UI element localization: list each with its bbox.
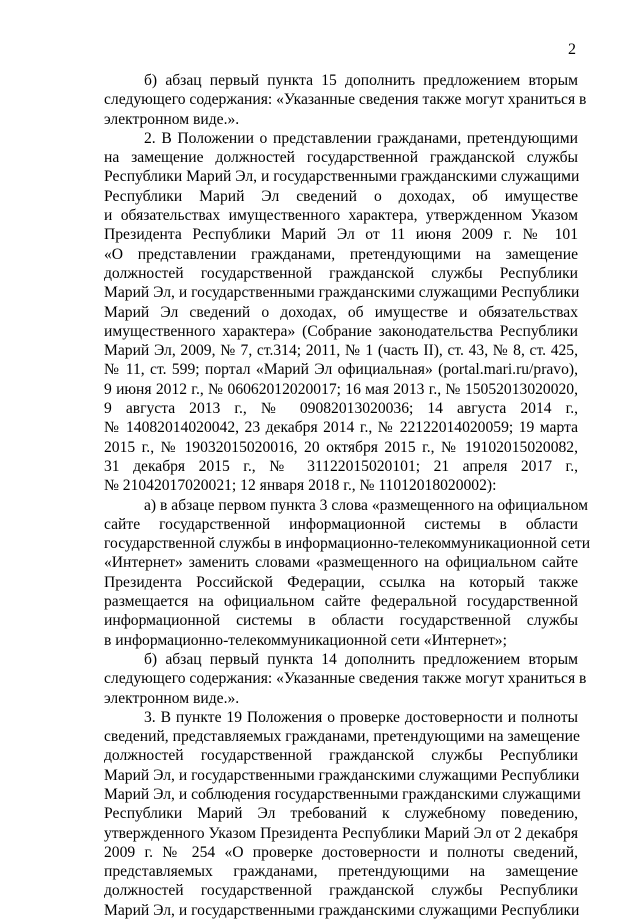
text-line: государственной службы в информационно-телекоммуникационной сети (104, 535, 591, 553)
text-line: Марий Эл, и государственными гражданскими служащими Республики (104, 284, 580, 302)
text-line: «О представлении гражданами, претендующими на замещение (104, 245, 578, 263)
text-line: Марий Эл, и соблюдения государственными гражданскими служащими (104, 785, 581, 803)
text-line: должностей государственной гражданской службы Республики (104, 747, 578, 765)
text-line: 2009 г. № 254 «О проверке достоверности и полноты сведений, (104, 843, 578, 861)
text-line: должностей государственной гражданской службы Республики (104, 264, 578, 282)
text-line: следующего содержания: «Указанные сведения также могут храниться в (104, 91, 587, 109)
text-line: Республики Марий Эл требований к служебному поведению, (104, 805, 578, 823)
text-line: 2015 г., № 19032015020016, 20 октября 2015 г., № 19102015020082, (104, 438, 578, 456)
paragraph-section-3 (104, 708, 581, 920)
text-line: представляемых гражданами, претендующими на замещение (104, 863, 578, 881)
paragraph-section-2 (104, 129, 578, 496)
text-line: имущественного характера» (Собрание законодательства Республики (104, 322, 578, 340)
text-line: электронном виде.». (104, 110, 240, 128)
text-line: Президента Российской Федерации, ссылка на который также (104, 573, 578, 591)
text-line: № 14082014020042, 23 декабря 2014 г., № 22122014020059; 19 марта (104, 419, 578, 437)
text-line: размещается на официальном сайте федеральной государственной (104, 593, 578, 611)
paragraph-amend-item-3 (104, 496, 591, 650)
text-line: должностей государственной гражданской службы Республики (104, 882, 578, 900)
text-line: 2. В Положении о представлении гражданами, претендующими (144, 129, 578, 147)
paragraph-amend-item-15 (104, 71, 587, 129)
text-line: сайте государственной информационной системы в области (104, 515, 578, 533)
page-number: 2 (568, 41, 576, 58)
text-line: на замещение должностей государственной гражданской службы (104, 149, 578, 167)
text-line: 3. В пункте 19 Положения о проверке достоверности и полноты (144, 708, 578, 726)
text-line: Марий Эл сведений о доходах, об имуществе и обязательствах (104, 303, 578, 321)
text-line: следующего содержания: «Указанные сведения также могут храниться в (104, 670, 587, 688)
text-line: 31 декабря 2015 г., № 31122015020101; 21 апреля 2017 г., (104, 457, 578, 475)
text-line: Марий Эл, 2009, № 7, ст.314; 2011, № 1 (часть II), ст. 43, № 8, ст. 425, (104, 342, 578, 360)
text-line: № 11, ст. 599; портал «Марий Эл официальная» (portal.mari.ru/pravo), (104, 361, 578, 379)
text-line: утвержденного Указом Президента Республики Марий Эл от 2 декабря (104, 824, 578, 842)
document-body (104, 71, 591, 920)
text-line: «Интернет» заменить словами «размещенного на официальном сайте (104, 554, 578, 572)
text-line: Марий Эл, и государственными гражданскими служащими Республики (104, 901, 580, 919)
text-line: информационной системы в области государственной службы (104, 612, 578, 630)
text-line: Республики Марий Эл, и государственными гражданскими служащими (104, 168, 580, 186)
text-line: 9 июня 2012 г., № 06062012020017; 16 мая 2013 г., № 15052013020020, (104, 380, 578, 398)
text-line: № 21042017020021; 12 января 2018 г., № 11012018020002): (104, 477, 497, 495)
text-line: Президента Республики Марий Эл от 11 июня 2009 г. № 101 (104, 226, 578, 244)
text-line: и обязательствах имущественного характера, утвержденном Указом (104, 207, 578, 225)
text-line: сведений, представляемых гражданами, претендующими на замещение (104, 728, 580, 746)
text-line: Марий Эл, и государственными гражданскими служащими Республики (104, 766, 580, 784)
paragraph-amend-item-14 (104, 650, 587, 708)
text-line: а) в абзаце первом пункта 3 слова «размещенного на официальном (144, 496, 588, 514)
text-line: б) абзац первый пункта 14 дополнить предложением вторым (144, 650, 578, 668)
text-line: 9 августа 2013 г., № 09082013020036; 14 августа 2014 г., (104, 400, 578, 418)
text-line: в информационно-телекоммуникационной сети «Интернет»; (104, 631, 507, 649)
text-line: б) абзац первый пункта 15 дополнить предложением вторым (144, 72, 578, 89)
text-line: электронном виде.». (104, 689, 240, 707)
text-line: Республики Марий Эл сведений о доходах, об имуществе (104, 187, 578, 205)
